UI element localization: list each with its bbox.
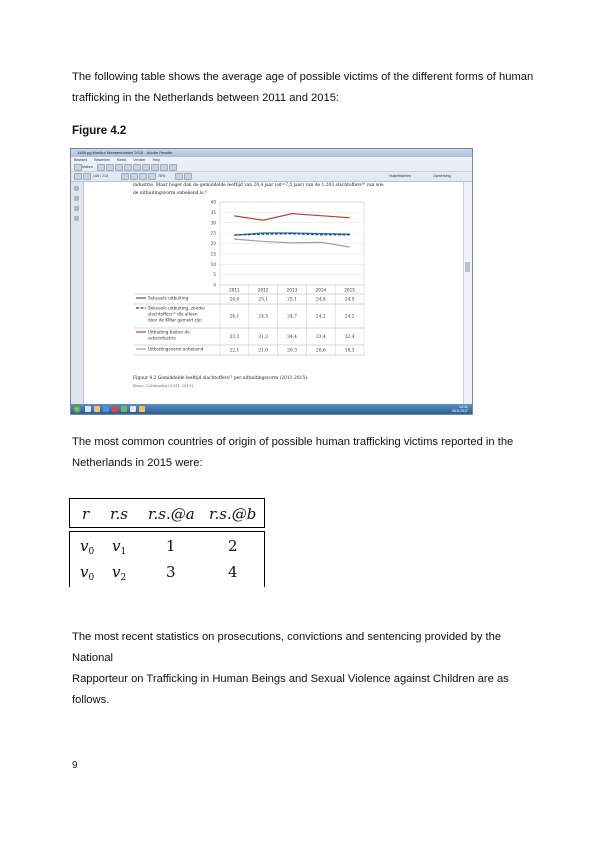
- y-tick-label: 25: [210, 230, 216, 236]
- data-label: 24,1: [229, 314, 240, 320]
- signatures-icon[interactable]: [74, 216, 79, 221]
- data-point: [292, 213, 293, 214]
- x-tick-label: 2015: [344, 287, 355, 293]
- legend-label: seksindustrie: [148, 335, 176, 341]
- scrollbar-thumb[interactable]: [465, 262, 470, 272]
- data-label: 24,5: [344, 297, 355, 303]
- vertical-scrollbar[interactable]: [463, 182, 472, 404]
- system-clock: [452, 405, 468, 413]
- data-label: 24,5: [258, 314, 269, 320]
- data-point: [234, 235, 235, 236]
- document-area: [84, 182, 463, 404]
- zoom-out-icon[interactable]: [139, 173, 147, 180]
- page-number: 9: [72, 760, 78, 771]
- pdf-reader-icon[interactable]: [112, 406, 118, 412]
- excel-icon[interactable]: [121, 406, 127, 412]
- intro-paragraph: [72, 67, 542, 109]
- page-indicator[interactable]: 149 / 214: [93, 174, 108, 178]
- zoom-in-icon[interactable]: [148, 173, 156, 180]
- attachments-icon[interactable]: [74, 206, 79, 211]
- x-tick-label: 2011: [229, 287, 240, 293]
- document-page: [114, 182, 394, 404]
- data-label: 24,7: [287, 314, 297, 320]
- data-label: 31,2: [258, 335, 269, 340]
- row-1-col-2: $v_1$: [112, 537, 127, 557]
- comment-tab[interactable]: Opmerking: [433, 174, 451, 178]
- menu-item[interactable]: Bestand: [74, 158, 88, 162]
- legend-label: door de KMar gemeld zijn: [148, 317, 202, 323]
- data-label: 34,4: [287, 335, 297, 340]
- taskbar: [71, 404, 472, 414]
- origin-line-1: The most common countries of origin of possible human trafficking victims reported in the: [72, 436, 514, 448]
- menu-item[interactable]: Help: [152, 158, 160, 162]
- data-label: 22,1: [229, 348, 240, 354]
- data-label: 21,0: [258, 348, 269, 354]
- row-2-col-a: 3: [166, 563, 176, 581]
- header-rs: r.s: [110, 505, 128, 523]
- data-point: [292, 233, 293, 234]
- zoom-level[interactable]: 75%: [158, 174, 166, 178]
- x-tick-label: 2014: [315, 287, 327, 293]
- share-icon[interactable]: [151, 164, 159, 171]
- x-tick-label: 2012: [257, 287, 269, 293]
- data-point: [320, 215, 321, 216]
- row-1-col-b: 2: [228, 537, 238, 555]
- data-point: [263, 241, 264, 242]
- stamp-icon[interactable]: [142, 164, 150, 171]
- bookmarks-icon[interactable]: [74, 196, 79, 201]
- y-tick-label: 35: [210, 209, 216, 215]
- y-tick-label: 10: [210, 261, 216, 267]
- relation-table-header: [69, 498, 265, 528]
- y-tick-label: 15: [210, 251, 216, 257]
- menu-item[interactable]: Beeld: [117, 158, 127, 162]
- next-page-icon[interactable]: [83, 173, 91, 180]
- data-label: 25,1: [287, 297, 297, 303]
- data-label: 20,6: [315, 348, 326, 354]
- row-2-col-b: 4: [228, 563, 238, 581]
- legend-label: Uitbuiting buiten de: [148, 329, 190, 335]
- data-label: 33,3: [229, 335, 240, 340]
- browser-icon[interactable]: [85, 406, 91, 412]
- statistics-line-1: The most recent statistics on prosecutions, convictions and sentencing provided by the National: [72, 631, 502, 664]
- open-icon[interactable]: [97, 164, 105, 171]
- clock-time: 14:32: [459, 405, 468, 409]
- embedded-screenshot: [70, 148, 473, 415]
- data-point: [320, 242, 321, 243]
- statistics-line-3: follows.: [72, 694, 110, 706]
- y-tick-label: 20: [210, 241, 216, 246]
- save-icon[interactable]: [106, 164, 114, 171]
- main-toolbar: [71, 163, 472, 172]
- legend-label: Uitbuitingsvorm onbekend: [148, 346, 204, 352]
- x-tick-label: 2013: [286, 287, 298, 293]
- data-label: 33,4: [315, 335, 326, 340]
- rotate-icon[interactable]: [184, 173, 192, 180]
- intro-line-2: trafficking in the Netherlands between 2011 and 2015:: [72, 92, 340, 104]
- y-tick-label: 40: [210, 199, 216, 205]
- figure-caption: Figuur 4.2 Gemiddelde leeftijd slachtoffers¹² per uitbuitingsvorm (2011-2015).: [133, 376, 309, 381]
- menu-item[interactable]: Venster: [133, 158, 146, 162]
- data-label: 18,3: [344, 348, 355, 354]
- clock-date: 26-6-2017: [452, 409, 468, 413]
- series-line-3: [234, 214, 349, 221]
- statistics-paragraph: [72, 627, 542, 711]
- figure-source: Bron: CoMensha (2011-2015).: [133, 383, 195, 388]
- data-label: 24,0: [229, 297, 240, 303]
- window-title: 1489.pg Monitor Mensenhandel 2015 - Adobe Reader: [71, 149, 472, 157]
- data-label: 24,8: [315, 297, 326, 303]
- data-point: [263, 220, 264, 221]
- header-rsa: r.s.@a: [148, 505, 195, 523]
- sign-icon[interactable]: [160, 164, 168, 171]
- data-label: 20,3: [287, 348, 297, 354]
- legend-label: Seksuele uitbuiting, zonder: [148, 305, 206, 311]
- word-icon[interactable]: [103, 406, 109, 412]
- doc-text-line-1: industrie. Maar hoger dan de gemiddelde leeftijd van 20,4 jaar (sd=7,5 jaar) van de 1.203 slachtoffers¹⁶ van wie: [133, 183, 384, 188]
- menu-item[interactable]: Bewerken: [94, 158, 111, 162]
- row-2-col-2: $v_2$: [112, 563, 127, 583]
- data-point: [349, 234, 350, 235]
- relation-table-body: [69, 531, 265, 587]
- data-point: [320, 233, 321, 234]
- previous-page-icon[interactable]: [74, 173, 82, 180]
- legend-label: Seksuele uitbuiting: [148, 295, 189, 301]
- header-rsb: r.s.@b: [209, 505, 257, 523]
- legend-label: slachtoffers¹² die alleen: [148, 311, 198, 317]
- data-point: [349, 217, 350, 218]
- comment-icon[interactable]: [133, 164, 141, 171]
- y-tick-label: 5: [213, 272, 216, 278]
- data-label: 24,2: [315, 314, 326, 320]
- select-icon[interactable]: [121, 173, 129, 180]
- line-chart: [114, 182, 394, 404]
- data-point: [292, 242, 293, 243]
- data-point: [234, 239, 235, 240]
- data-label: 25,1: [258, 297, 269, 303]
- create-icon[interactable]: [74, 164, 82, 171]
- data-point: [349, 247, 350, 248]
- folder-icon[interactable]: [94, 406, 100, 412]
- data-point: [234, 216, 235, 217]
- y-tick-label: 30: [210, 220, 216, 226]
- intro-line-1: The following table shows the average age of possible victims of the different forms of human: [72, 71, 534, 83]
- statistics-line-2: Rapporteur on Trafficking in Human Beings and Sexual Violence against Children are as: [72, 673, 509, 685]
- row-1-col-a: 1: [166, 537, 176, 555]
- origin-paragraph: [72, 432, 542, 474]
- email-icon[interactable]: [124, 164, 132, 171]
- origin-line-2: Netherlands in 2015 were:: [72, 457, 203, 469]
- header-r: r: [82, 505, 90, 523]
- print-icon[interactable]: [115, 164, 123, 171]
- paint-icon[interactable]: [130, 406, 136, 412]
- doc-text-line-2: de uitbuitingsvorm onbekend is.⁸: [133, 191, 207, 196]
- side-panel: [71, 182, 84, 404]
- row-2-col-1: $v_0$: [80, 563, 95, 583]
- page-thumbnails-icon[interactable]: [74, 186, 79, 191]
- fit-page-icon[interactable]: [175, 173, 183, 180]
- y-tick-label: 0: [213, 282, 216, 288]
- navigation-toolbar: [71, 172, 472, 182]
- data-label: 32,4: [344, 335, 355, 340]
- start-button-icon[interactable]: [73, 405, 81, 413]
- data-point: [263, 233, 264, 234]
- hand-icon[interactable]: [130, 173, 138, 180]
- data-point: [292, 233, 293, 234]
- row-1-col-1: $v_0$: [80, 537, 95, 557]
- tools-tab[interactable]: Hulpmiddelen: [389, 174, 411, 178]
- data-point: [320, 234, 321, 235]
- export-icon[interactable]: [169, 164, 177, 171]
- data-point: [263, 234, 264, 235]
- chrome-icon[interactable]: [139, 406, 145, 412]
- figure-label: Figure 4.2: [72, 125, 127, 137]
- data-label: 24,2: [344, 314, 355, 320]
- create-label[interactable]: Maken: [82, 165, 93, 169]
